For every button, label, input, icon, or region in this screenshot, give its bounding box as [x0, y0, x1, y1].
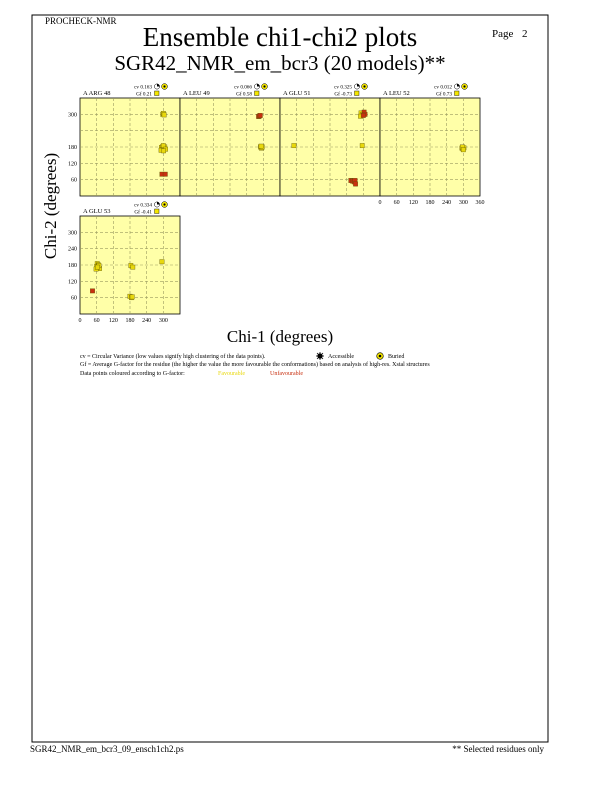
data-point: [131, 265, 135, 269]
x-tick-label: 120: [108, 318, 118, 324]
y-tick-label: 300: [68, 230, 77, 237]
buried-dot-icon: [263, 85, 265, 87]
residue-label: A ARG 48: [83, 90, 111, 97]
x-tick-label: 240: [442, 200, 452, 206]
y-tick-label: 300: [68, 112, 77, 119]
y-tick-label: 240: [68, 246, 77, 253]
x-tick-label: 300: [458, 200, 468, 206]
legend-gf-text: Gf = Average G-factor for the residue (the higher the value the more favourable the conformations) based on analysis of high-res. Xstal structures: [80, 362, 430, 368]
x-tick-label: 180: [425, 200, 435, 206]
legend-colour-text: Data points coloured according to G-factor:: [80, 371, 185, 377]
data-point: [360, 143, 364, 147]
residue-label: A GLU 51: [283, 90, 311, 97]
cv-value: cv 0.066: [234, 84, 252, 91]
x-axis-label: Chi-1 (degrees): [226, 327, 334, 346]
cv-value: cv 0.012: [434, 84, 452, 91]
buried-dot-icon: [163, 85, 165, 87]
data-point: [130, 295, 134, 299]
cv-value: cv 0.334: [134, 202, 152, 209]
panel-a-glu-53: [80, 202, 180, 314]
x-tick-label: 60: [93, 318, 100, 324]
gf-swatch-icon: [255, 91, 260, 96]
legend-cv-text: cv = Circular Variance (low values signify high clustering of the data points).: [80, 354, 266, 360]
legend-favourable: Favourable: [218, 371, 245, 377]
panel-a-glu-51: [280, 84, 380, 196]
x-tick-label: 0: [78, 318, 82, 324]
program-name: PROCHECK-NMR: [45, 16, 117, 26]
gf-value: Gf -0.73: [334, 91, 352, 98]
cv-value: cv 0.325: [334, 84, 352, 91]
accessibility-icon: [254, 84, 267, 90]
buried-dot-icon: [363, 85, 365, 87]
x-tick-label: 360: [475, 200, 485, 206]
data-point: [90, 289, 94, 293]
x-tick-label: 300: [158, 318, 168, 324]
data-point: [163, 172, 167, 176]
data-point: [361, 113, 365, 117]
data-point: [259, 144, 263, 148]
ring-sector-icon: [157, 202, 160, 205]
x-tick-label: 120: [408, 200, 418, 206]
footer-note: ** Selected residues only: [452, 744, 544, 754]
data-point: [162, 113, 166, 117]
residue-label: A LEU 49: [183, 90, 210, 97]
panel-a-leu-52: [380, 84, 480, 196]
data-point: [160, 260, 164, 264]
y-tick-label: 180: [68, 263, 77, 269]
residue-label: A LEU 52: [383, 90, 410, 97]
ring-sector-icon: [457, 84, 460, 87]
buried-icon: [377, 353, 384, 360]
chart-panels: [68, 84, 485, 324]
accessible-icon: [316, 352, 324, 360]
gf-swatch-icon: [355, 91, 360, 96]
gf-value: Gf 0.21: [136, 91, 152, 98]
panel-a-arg-48: [80, 84, 180, 196]
page-number: 2: [522, 28, 528, 40]
ring-sector-icon: [257, 84, 260, 87]
data-point: [353, 182, 357, 186]
residue-label: A GLU 53: [83, 208, 111, 215]
y-tick-label: 120: [68, 279, 77, 286]
x-tick-label: 0: [378, 200, 382, 206]
panel-a-leu-49: [180, 84, 280, 196]
data-point: [461, 148, 465, 152]
page-label: Page: [492, 28, 514, 40]
gf-value: Gf 0.58: [236, 91, 252, 98]
cv-value: cv 0.163: [134, 84, 152, 91]
buried-dot-icon: [463, 85, 465, 87]
buried-dot-icon: [163, 203, 165, 205]
gf-swatch-icon: [155, 91, 160, 96]
accessibility-icon: [154, 84, 167, 90]
gf-value: Gf -0.41: [134, 209, 152, 216]
data-point: [95, 265, 99, 269]
y-tick-label: 60: [71, 295, 77, 302]
legend: [80, 352, 430, 377]
y-tick-label: 180: [68, 145, 77, 151]
x-tick-label: 180: [125, 318, 135, 324]
gf-value: Gf 0.73: [436, 91, 452, 98]
page-title: Ensemble chi1-chi2 plots: [142, 22, 418, 52]
data-point: [292, 143, 296, 147]
y-tick-label: 60: [71, 177, 77, 184]
footer-filename: SGR42_NMR_em_bcr3_09_ensch1ch2.ps: [30, 744, 184, 754]
gf-swatch-icon: [155, 209, 160, 214]
ring-sector-icon: [157, 84, 160, 87]
legend-buried: Buried: [388, 354, 405, 360]
accessibility-icon: [154, 202, 167, 208]
legend-accessible: Accessible: [328, 354, 354, 360]
y-axis-label: Chi-2 (degrees): [41, 152, 60, 260]
legend-unfavourable: Unfavourable: [270, 371, 303, 377]
data-point: [161, 149, 165, 153]
x-tick-label: 60: [393, 200, 400, 206]
page-subtitle: SGR42_NMR_em_bcr3 (20 models)**: [114, 51, 446, 75]
ring-sector-icon: [357, 84, 360, 87]
y-tick-label: 120: [68, 161, 77, 168]
gf-swatch-icon: [455, 91, 460, 96]
x-tick-label: 240: [142, 318, 152, 324]
accessibility-icon: [354, 84, 367, 90]
accessibility-icon: [454, 84, 467, 90]
data-point: [258, 113, 262, 117]
